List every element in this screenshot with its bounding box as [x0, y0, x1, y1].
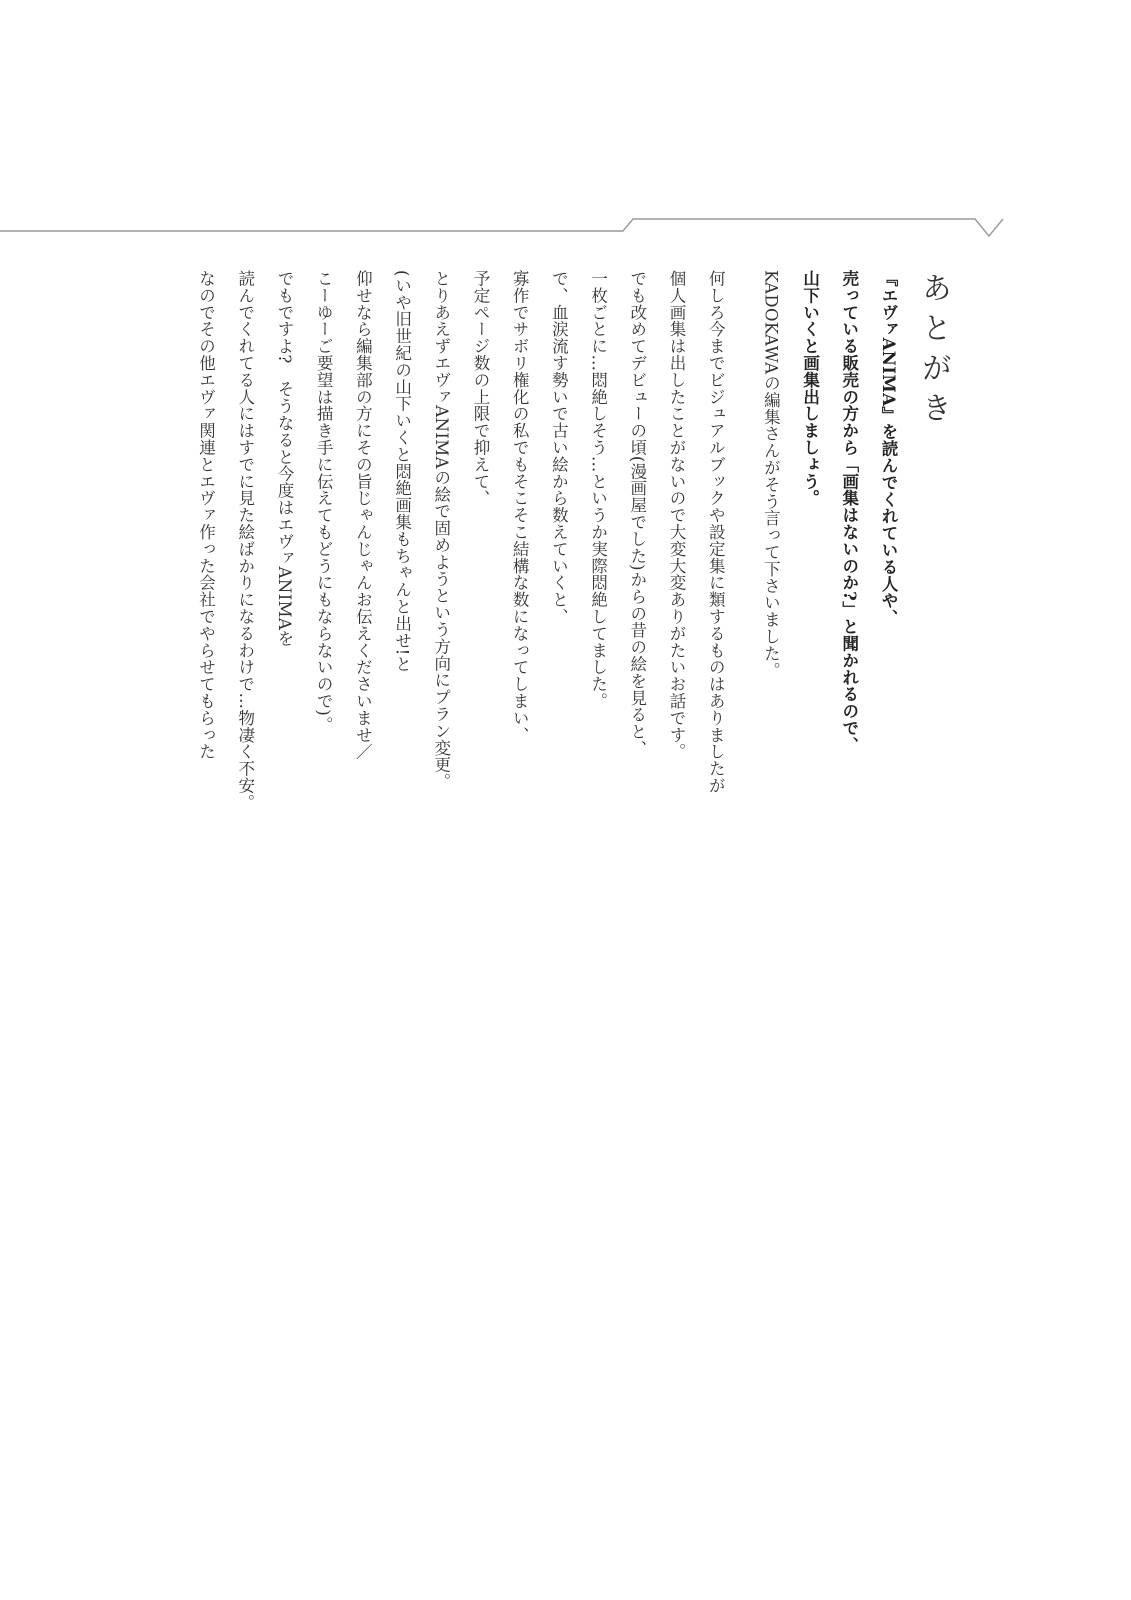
body-line: 一枚ごとに…悶絶しそう…というか実際悶絶してました。	[588, 270, 608, 710]
body-line: (いや旧世紀の山下いくと悶絶画集もちゃんと出せ!と	[392, 270, 412, 673]
body-line: でも改めてデビューの頃(漫画屋でした)からの昔の絵を見ると、	[627, 270, 647, 757]
header-rule	[0, 0, 1131, 260]
body-line: 山下いくと画集出しましょう。	[800, 270, 820, 507]
body-line: で、血涙流す勢いで古い絵から数えていくと、	[549, 270, 569, 625]
body-line: 予定ページ数の上限で抑えて、	[470, 270, 490, 507]
body-line: KADOKAWAの編集さんがそう言って下さいました。	[761, 270, 781, 679]
body-line: とりあえずエヴァANIMAの絵で固めようという方向にプラン変更。	[431, 270, 451, 790]
body-line: 読んでくれてる人にはすでに見た絵ばかりになるわけで…物凄く不安。	[235, 270, 255, 811]
body-line: なのでその他エヴァ関連とエヴァ作った会社でやらせてもらった	[196, 270, 216, 761]
page-title: あとがき	[916, 272, 951, 432]
header-rule-line	[0, 219, 1003, 236]
afterword-body	[186, 270, 908, 930]
body-line: 個人画集は出したことがないので大変大変ありがたいお話です。	[666, 270, 686, 761]
body-line: こーゆーご要望は描き手に伝えてもどうにもならないので)。	[314, 270, 334, 734]
body-line: 『エヴァANIMA』を読んでくれている人や、	[879, 270, 898, 626]
body-line: 仰せなら編集部の方にその旨じゃんじゃんお伝えくださいませ／	[353, 270, 373, 761]
body-line: 売っている販売の方から「画集はないのか?」と聞かれるので、	[839, 270, 859, 754]
body-line: でもですよ? そうなると今度はエヴァANIMAを	[274, 270, 294, 648]
body-line: 寡作でサボリ権化の私でもそこそこ結構な数になってしまい、	[510, 270, 530, 744]
body-line: 何しろ今までビジュアルブックや設定集に類するものはありましたが	[706, 270, 726, 794]
